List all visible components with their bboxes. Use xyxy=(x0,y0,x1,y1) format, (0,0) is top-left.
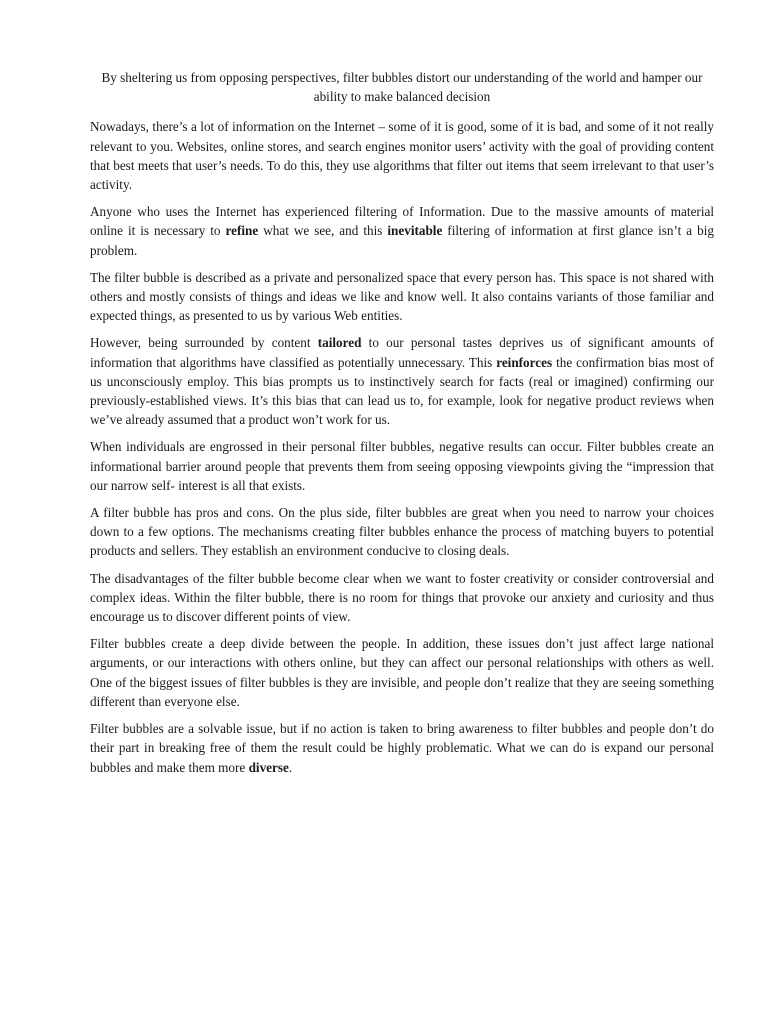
paragraph-text: Anyone who uses the Internet has experienced filtering of Information. Due to the massive amounts of material online it is necessary to xyxy=(90,204,714,239)
paragraph xyxy=(90,333,714,429)
paragraph-text: The disadvantages of the filter bubble become clear when we want to foster creativity or consider controversial and complex ideas. Within the filter bubble, there is no room for things that provoke our anxiety and curiosity and thus encourage us to discover different points of view. xyxy=(90,570,714,625)
paragraph xyxy=(90,117,714,194)
paragraph-text: filtering of information at first glance isn’t a big problem. xyxy=(90,223,714,258)
emphasized-term: refine xyxy=(225,223,259,239)
paragraph-text: to our personal tastes deprives us of significant amounts of information that algorithms have classified as potentially unnecessary. This xyxy=(90,335,714,370)
paragraph xyxy=(90,202,714,260)
paragraph-text: When individuals are engrossed in their personal filter bubbles, negative results can occur. Filter bubbles create an informational barrier around people that prevents them from seeing opposing viewpoints giving the “impression that our narrow self- interest is all that exists. xyxy=(90,439,714,493)
paragraph xyxy=(90,268,714,326)
emphasized-term: inevitable xyxy=(387,223,443,239)
paragraph xyxy=(90,437,714,495)
paragraph-text: The filter bubble is described as a private and personalized space that every person has. This space is not shared with others and mostly consists of things and ideas we like and know well. It also contains variants of those familiar and expected things, as presented to us by various Web entities. xyxy=(90,269,714,324)
paragraph-text: However, being surrounded by content xyxy=(90,335,318,351)
paragraph-text: Filter bubbles create a deep divide between the people. In addition, these issues don’t just affect large national arguments, or our interactions with others online, but they can affect our personal relationships with others as well. One of the biggest issues of filter bubbles is they are invisible, and people don’t realize that they are seeing something different than everyone else. xyxy=(90,636,714,709)
document-body xyxy=(90,117,714,776)
document-page xyxy=(90,68,714,785)
paragraph-text: the confirmation bias most of us unconsciously employ. This bias prompts us to instinctively search for facts (real or imagined) confirming our previously-established views. It’s this bias that can lead us to, for example, look for negative product reviews when we’ve already assumed that a product won’t work for us. xyxy=(90,354,714,428)
document-title: By sheltering us from opposing perspectives, filter bubbles distort our understanding of the world and hamper our ability to make balanced decision xyxy=(101,70,703,105)
paragraph xyxy=(90,634,714,711)
emphasized-term: tailored xyxy=(317,335,362,351)
emphasized-term: diverse xyxy=(248,759,289,775)
paragraph xyxy=(90,569,714,627)
paragraph-text: Filter bubbles are a solvable issue, but if no action is taken to bring awareness to filter bubbles and people don’t do their part in breaking free of them the result could be highly problematic. What we can do is expand our personal bubbles and make them more xyxy=(90,721,714,775)
emphasized-term: reinforces xyxy=(496,354,553,370)
paragraph-text: what we see, and this xyxy=(258,223,388,239)
paragraph-text: A filter bubble has pros and cons. On the plus side, filter bubbles are great when you need to narrow your choices down to a few options. The mechanisms creating filter bubbles enhance the process of matching buyers to potential products and sellers. They establish an environment conducive to closing deals. xyxy=(90,505,714,559)
paragraph-text: Nowadays, there’s a lot of information on the Internet – some of it is good, some of it is bad, and some of it not really relevant to you. Websites, online stores, and search engines monitor users’ activity with the goal of providing content that best meets that user’s needs. To do this, they use algorithms that filter out items that seem irrelevant to that user’s activity. xyxy=(90,119,714,193)
paragraph-text: . xyxy=(288,759,293,775)
paragraph xyxy=(90,719,714,777)
paragraph xyxy=(90,503,714,561)
